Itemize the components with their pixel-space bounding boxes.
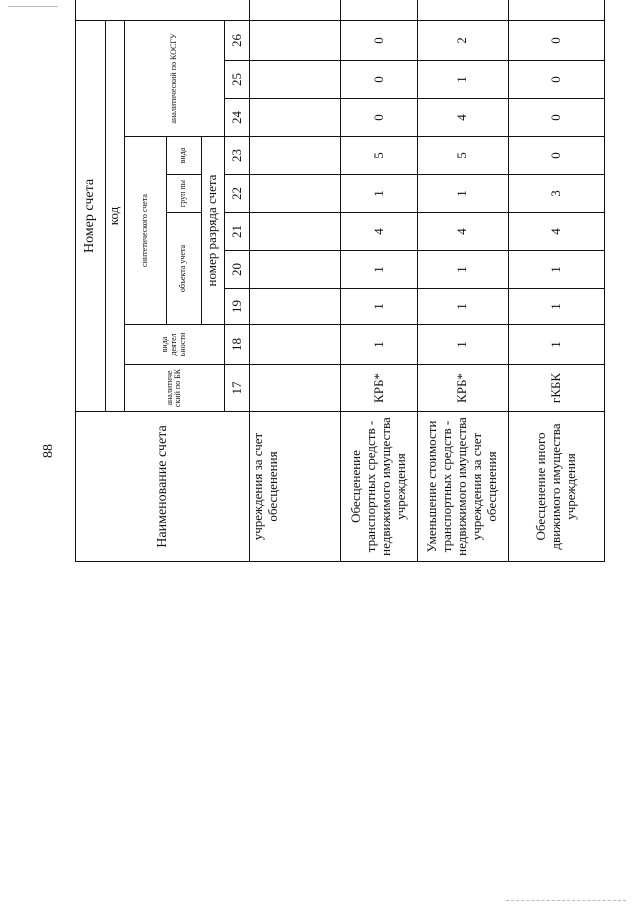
page-number: 88 xyxy=(41,444,56,458)
header-account-number: Номер счета xyxy=(76,20,106,411)
header-analytical-bk: аналитиче ский по БК xyxy=(124,365,224,412)
row-detail xyxy=(417,0,508,20)
row-cell: 1 xyxy=(417,175,508,213)
digit-cell: 20 xyxy=(225,251,250,289)
table-row xyxy=(508,0,604,562)
row-name: Обесценение иного движимого имущества учреждения xyxy=(508,412,604,562)
row-cell: 1 xyxy=(508,325,604,365)
row-cell: 5 xyxy=(341,137,417,175)
row-cell xyxy=(250,365,341,412)
table-row xyxy=(250,0,341,562)
row-cell: 1 xyxy=(417,251,508,289)
row-name: Уменьшение стоимости транспортных средств - недвижимого имущества учреждения за счет обесценения xyxy=(417,412,508,562)
row-cell: 4 xyxy=(341,213,417,251)
account-table xyxy=(75,0,605,562)
row-detail xyxy=(250,0,341,20)
row-cell: 3 xyxy=(508,175,604,213)
account-table-wrapper xyxy=(75,0,605,562)
row-cell: 1 xyxy=(508,289,604,325)
row-cell xyxy=(250,251,341,289)
header-group: груп пы xyxy=(166,175,201,213)
header-digit-number: номер разряда счета xyxy=(201,137,224,325)
header-kind: вида xyxy=(166,137,201,175)
digit-cell: 24 xyxy=(225,99,250,137)
row-cell: 5 xyxy=(417,137,508,175)
table-row xyxy=(417,0,508,562)
row-cell: 0 xyxy=(508,99,604,137)
rotated-table-area xyxy=(75,32,605,832)
row-cell xyxy=(250,99,341,137)
row-cell: 1 xyxy=(417,289,508,325)
row-cell: 0 xyxy=(508,20,604,60)
digit-cell: 22 xyxy=(225,175,250,213)
row-cell: 0 xyxy=(508,137,604,175)
row-cell: гКБК xyxy=(508,365,604,412)
row-cell: 0 xyxy=(341,99,417,137)
table-row xyxy=(341,0,417,562)
header-detail xyxy=(76,0,250,20)
row-cell xyxy=(250,20,341,60)
row-cell: 1 xyxy=(341,325,417,365)
header-code: код xyxy=(105,20,124,411)
row-cell: 4 xyxy=(417,213,508,251)
digit-cell: 17 xyxy=(225,365,250,412)
header-activity-type: вида деятел ьности xyxy=(124,325,224,365)
row-cell: КРБ* xyxy=(417,365,508,412)
header-accounting-object: объекта учета xyxy=(166,213,201,325)
header-analytical-kosgu: аналитический по КОСГУ xyxy=(124,20,224,136)
scan-artifact-bottom xyxy=(506,900,626,901)
row-cell xyxy=(250,325,341,365)
row-cell: 1 xyxy=(508,251,604,289)
row-cell xyxy=(250,289,341,325)
row-cell: 4 xyxy=(508,213,604,251)
row-cell: 1 xyxy=(341,251,417,289)
digit-cell: 25 xyxy=(225,61,250,99)
row-cell: 2 xyxy=(417,20,508,60)
row-name: учреждения за счет обесценения xyxy=(250,412,341,562)
header-row-1 xyxy=(76,0,106,562)
row-cell xyxy=(250,137,341,175)
row-cell: 0 xyxy=(341,61,417,99)
row-cell: 0 xyxy=(508,61,604,99)
digit-cell: 18 xyxy=(225,325,250,365)
digit-cell: 21 xyxy=(225,213,250,251)
row-cell: 0 xyxy=(341,20,417,60)
row-cell: 1 xyxy=(341,175,417,213)
header-synthetic-account: синтетического счета xyxy=(124,137,166,325)
row-cell: КРБ* xyxy=(341,365,417,412)
row-cell: 1 xyxy=(417,61,508,99)
scan-artifact-top xyxy=(8,6,58,7)
row-cell: 1 xyxy=(341,289,417,325)
row-cell xyxy=(250,175,341,213)
digit-cell: 19 xyxy=(225,289,250,325)
row-detail xyxy=(508,0,604,20)
row-cell xyxy=(250,61,341,99)
digit-cell: 26 xyxy=(225,20,250,60)
row-detail xyxy=(341,0,417,20)
row-cell xyxy=(250,213,341,251)
row-cell: 4 xyxy=(417,99,508,137)
header-account-name: Наименование счета xyxy=(76,412,250,562)
row-name: Обесценение транспортных средств - недвижимого имущества учреждения xyxy=(341,412,417,562)
row-cell: 1 xyxy=(417,325,508,365)
digit-cell: 23 xyxy=(225,137,250,175)
